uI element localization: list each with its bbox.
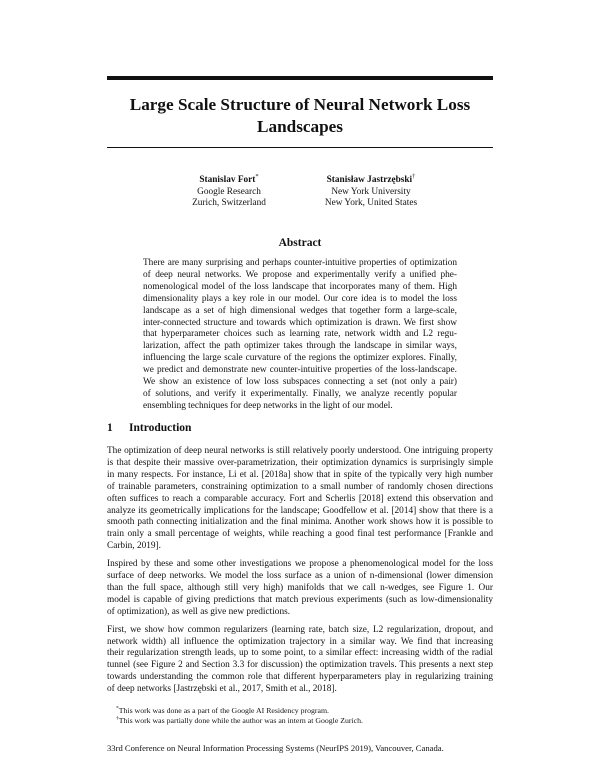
text-line: of deep neural networks. We propose and experimentally verify a unified phe- bbox=[143, 269, 457, 280]
text-line: influencing the large scale curvature of the regions the optimizer explores. Finally, bbox=[143, 353, 457, 364]
text-line: of solutions, and verify it experimentally. Finally, we analyze recently popular bbox=[143, 388, 457, 399]
text-line: often suffices to reach a comparable accuracy. Fort and Scherlis [2018] extend this observation and bbox=[107, 493, 493, 504]
text-line: inter-connected structure and towards which optimization is drawn. We first show bbox=[143, 317, 457, 328]
footnote-text: This work was partially done while the author was an intern at Google Zurich. bbox=[118, 716, 363, 725]
text-line: Inspired by these and some other investigations we propose a phenomenological model for the loss bbox=[107, 559, 493, 570]
text-line: Carbin, 2019]. bbox=[107, 541, 161, 552]
text-line: of deep networks [Jastrzębski et al., 2017, Smith et al., 2018]. bbox=[107, 684, 337, 695]
footnote-mark: * bbox=[116, 705, 119, 712]
text-line: towards understanding the common role that different hyperparameters play in regularizing training bbox=[107, 672, 493, 683]
text-line: of optimization), as well as give new predictions. bbox=[107, 606, 291, 617]
author-location: New York, United States bbox=[324, 198, 418, 208]
text-line: network width) all influence the optimization trajectory in a similar way. We find that increasing bbox=[107, 636, 493, 647]
section-title: Introduction bbox=[129, 422, 192, 434]
author-name: Stanisław Jastrzębski bbox=[326, 175, 413, 185]
author-name: Stanislav Fort bbox=[199, 175, 256, 185]
text-line: The optimization of deep neural networks is still relatively poorly understood. One intriguing property bbox=[107, 446, 493, 456]
title-bottom-rule bbox=[107, 147, 493, 148]
paper-title: Large Scale Structure of Neural Network Loss Landscapes bbox=[129, 95, 471, 136]
venue-note: 33rd Conference on Neural Information Processing Systems (NeurIPS 2019), Vancouver, Canada. bbox=[107, 743, 444, 753]
text-line: larization, affect the path optimizer takes through the landscape in similar ways, bbox=[143, 341, 457, 352]
author-affiliation: Google Research bbox=[197, 186, 261, 197]
footnote-2 bbox=[116, 716, 363, 726]
title-top-rule bbox=[107, 76, 493, 80]
intro-paragraph-3 bbox=[107, 625, 493, 696]
text-line: surface of deep networks. We model the loss surface as a union of n-dimensional (lower dimension bbox=[107, 571, 493, 581]
text-line: than the full space, although still very high) manifolds that we call n-wedges, see Figure 1. Our bbox=[107, 582, 493, 593]
author-affiliation: New York University bbox=[331, 186, 411, 197]
text-line: First, we show how common regularizers (learning rate, batch size, L2 regularization, dropout, and bbox=[107, 624, 493, 635]
intro-paragraph-2 bbox=[107, 559, 493, 619]
text-line: ensembling techniques for deep networks in the light of our model. bbox=[143, 400, 393, 411]
abstract-heading: Abstract bbox=[278, 237, 322, 249]
text-line: We show an existence of low loss subspaces connecting a set (not only a pair) bbox=[143, 377, 457, 388]
text-line: tunnel (see Figure 2 and Section 3.3 for discussion) the optimization travels. This presents a next step bbox=[107, 660, 493, 671]
text-line: we predict and demonstrate new counter-intuitive properties of the loss-landscape. bbox=[143, 365, 457, 376]
text-line: their regularization strength leads, up to some point, to a similar effect: increasing width of the radial bbox=[107, 648, 493, 659]
author-block-2 bbox=[281, 172, 461, 210]
text-line: dimensionality plays a key role in our model. Our core idea is to model the loss bbox=[143, 293, 457, 304]
footnote-1 bbox=[116, 706, 329, 716]
text-line: train only a small percentage of weights, while reaching a good final test performance [Frankle and bbox=[107, 529, 493, 540]
section-number: 1 bbox=[107, 422, 113, 434]
text-line: smooth path connecting initialization and the final minima. Another work shows how it is possible to bbox=[107, 517, 493, 528]
author-location: Zurich, Switzerland bbox=[192, 198, 266, 208]
text-line: model is capable of giving predictions that match previous experiments (such as low-dimensionality bbox=[107, 594, 493, 605]
footnote-text: This work was done as a part of the Google AI Residency program. bbox=[118, 706, 329, 715]
text-line: is that despite their massive over-parametrization, their optimization dynamics is surprisingly simple bbox=[107, 457, 493, 468]
text-line: analyze its geometrically implications for the landscape; Goodfellow et al. [2014] show that there is a bbox=[107, 505, 493, 516]
text-line: that hyperparameter choices such as learning rate, network width and L2 regu- bbox=[143, 329, 457, 340]
author-footnote-mark: † bbox=[412, 172, 416, 180]
footnote-mark: † bbox=[116, 715, 119, 722]
text-line: nomenological model of the loss landscape that incorporates many of them. High bbox=[143, 281, 457, 292]
text-line: of trainable parameters, constraining optimization to a small number of randomly chosen directions bbox=[107, 481, 493, 492]
text-line: There are many surprising and perhaps counter-intuitive properties of optimization bbox=[143, 258, 457, 268]
author-footnote-mark: * bbox=[255, 172, 259, 180]
abstract-body bbox=[143, 258, 457, 413]
text-line: in many respects. For instance, Li et al. [2018a] show that in spite of the typically very high number bbox=[107, 469, 493, 480]
section-heading bbox=[107, 421, 191, 435]
intro-paragraph-1 bbox=[107, 446, 493, 553]
text-line: landscape as a set of high dimensional wedges that together form a large-scale, bbox=[143, 305, 457, 316]
